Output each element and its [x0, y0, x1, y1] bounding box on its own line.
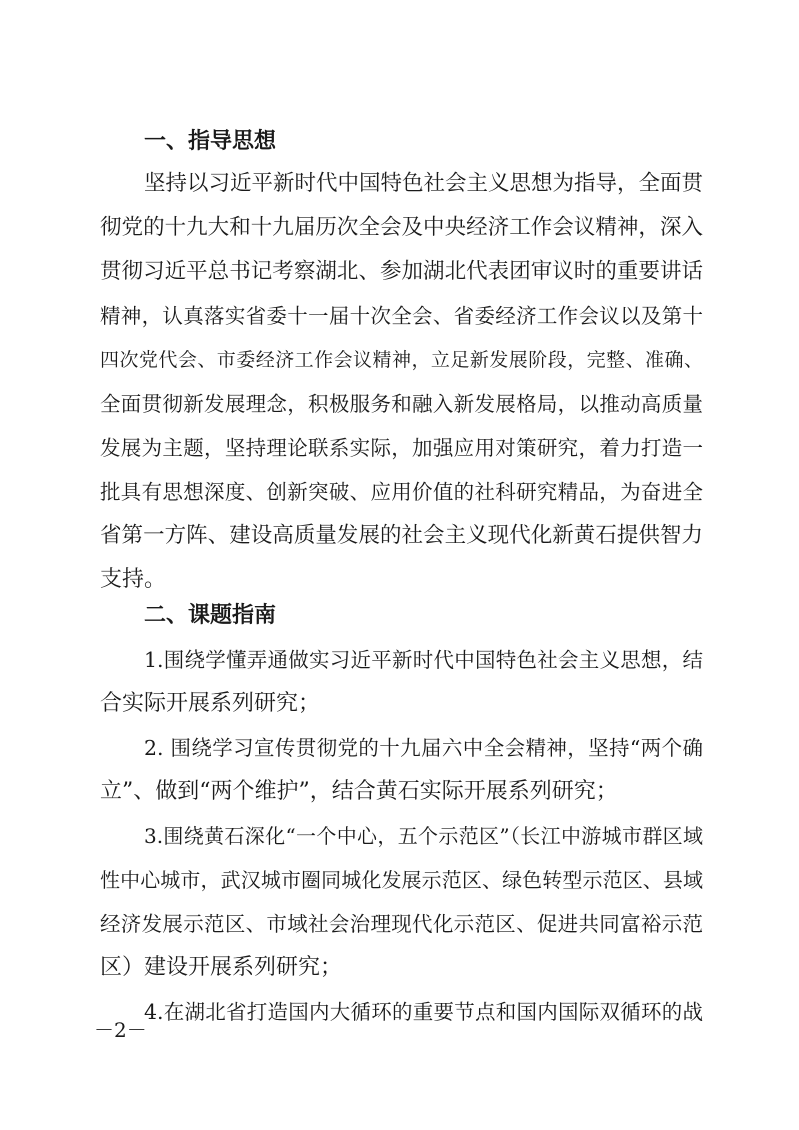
- list-item-line: 1.围绕学懂弄通做实习近平新时代中国特色社会主义思想，结: [144, 648, 703, 672]
- paragraph-line: 支持。: [100, 567, 167, 592]
- paragraph-line: 坚持以习近平新时代中国特色社会主义思想为指导，全面贯: [144, 171, 704, 196]
- paragraph-line: 批具有思想深度、创新突破、应用价值的社科研究精品，为奋进全: [100, 480, 703, 504]
- paragraph-line: 彻党的十九大和十九届历次全会及中央经济工作会议精神，深入: [100, 215, 703, 240]
- list-item-line: 立”、做到“两个维护”，结合黄石实际开展系列研究；: [100, 779, 618, 804]
- page-number: －2－: [94, 1018, 147, 1042]
- paragraph-line: 精神，认真落实省委十一届十次全会、省委经济工作会议以及第十: [100, 304, 703, 328]
- list-item-line: 经济发展示范区、市域社会治理现代化示范区、促进共同富裕示范: [100, 912, 703, 936]
- list-item-line: 性中心城市，武汉城市圈同城化发展示范区、绿色转型示范区、县域: [100, 868, 703, 892]
- list-item-line: 区）建设开展系列研究；: [100, 955, 343, 980]
- paragraph-line: 省第一方阵、建设高质量发展的社会主义现代化新黄石提供智力: [100, 523, 703, 548]
- paragraph-line: 四次党代会、市委经济工作会议精神，立足新发展阶段，完整、准确、: [100, 349, 703, 371]
- section-heading-topic-guide: 二、课题指南: [144, 603, 277, 628]
- list-item-line: 3.围绕黄石深化“一个中心，五个示范区”（长江中游城市群区域: [144, 824, 703, 848]
- list-item-line: 4.在湖北省打造国内大循环的重要节点和国内国际双循环的战: [144, 1000, 703, 1024]
- paragraph-line: 贯彻习近平总书记考察湖北、参加湖北代表团审议时的重要讲话: [100, 259, 703, 284]
- section-heading-guiding-ideology: 一、指导思想: [144, 129, 277, 154]
- list-item-line: 2. 围绕学习宣传贯彻党的十九届六中全会精神，坚持“两个确: [144, 736, 703, 760]
- paragraph-line: 全面贯彻新发展理念，积极服务和融入新发展格局，以推动高质量: [100, 392, 703, 416]
- list-item-line: 合实际开展系列研究；: [100, 691, 321, 716]
- paragraph-line: 发展为主题，坚持理论联系实际，加强应用对策研究，着力打造一: [100, 436, 703, 460]
